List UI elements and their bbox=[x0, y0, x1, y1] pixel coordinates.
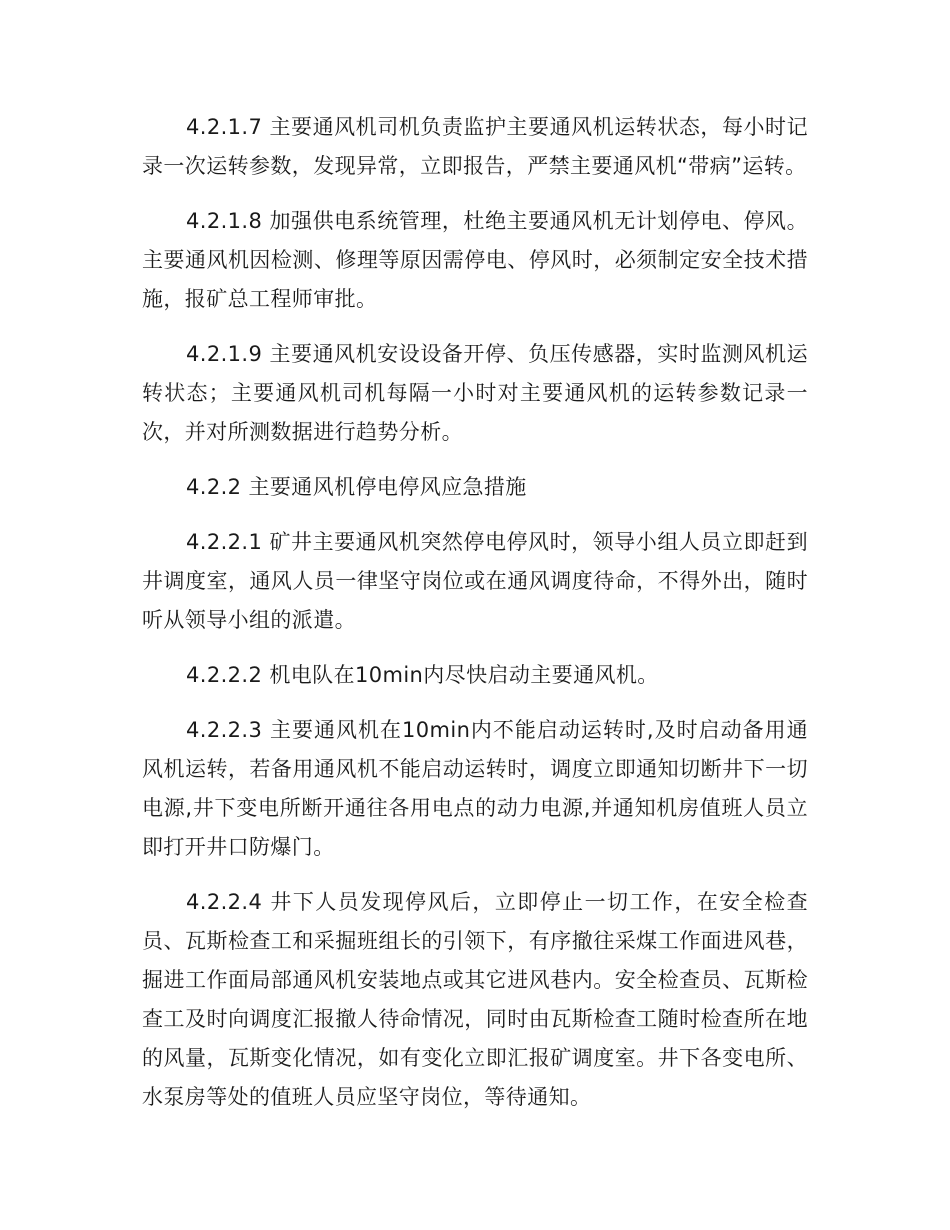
paragraph-4-2-2-1: 4.2.2.1 矿井主要通风机突然停电停风时，领导小组人员立即赶到井调度室，通风人员一律坚守岗位或在通风调度待命，不得外出，随时听从领导小组的派遣。 bbox=[142, 530, 808, 632]
paragraph-4-2-1-8: 4.2.1.8 加强供电系统管理，杜绝主要通风机无计划停电、停风。主要通风机因检测、修理等原因需停电、停风时，必须制定安全技术措施，报矿总工程师审批。 bbox=[142, 209, 808, 311]
paragraph-4-2-2-2: 4.2.2.2 机电队在10min内尽快启动主要通风机。 bbox=[186, 663, 659, 687]
paragraph-4-2-1-7: 4.2.1.7 主要通风机司机负责监护主要通风机运转状态，每小时记录一次运转参数，发现异常，立即报告，严禁主要通风机“带病”运转。 bbox=[142, 115, 808, 178]
paragraph-4-2-1-9: 4.2.1.9 主要通风机安设设备开停、负压传感器，实时监测风机运转状态；主要通风机司机每隔一小时对主要通风机的运转参数记录一次，并对所测数据进行趋势分析。 bbox=[142, 342, 808, 444]
paragraph-4-2-2-4: 4.2.2.4 井下人员发现停风后，立即停止一切工作，在安全检查员、瓦斯检查工和采掘班组长的引领下，有序撤往采煤工作面进风巷，掘进工作面局部通风机安装地点或其它进风巷内。安全检查员、瓦斯检查工及时向调度汇报撤人待命情况，同时由瓦斯检查工随时检查所在地的风量，瓦斯变化情况，如有变化立即汇报矿调度室。井下各变电所、水泵房等处的值班人员应坚守岗位，等待通知。 bbox=[142, 890, 808, 1109]
section-heading-4-2-2: 4.2.2 主要通风机停电停风应急措施 bbox=[186, 475, 527, 499]
document-body bbox=[142, 108, 808, 1117]
paragraph-4-2-2-3: 4.2.2.3 主要通风机在10min内不能启动运转时,及时启动备用通风机运转，若备用通风机不能启动运转时，调度立即通知切断井下一切电源,井下变电所断开通往各用电点的动力电源,并通知机房值班人员立即打开井口防爆门。 bbox=[142, 718, 808, 859]
